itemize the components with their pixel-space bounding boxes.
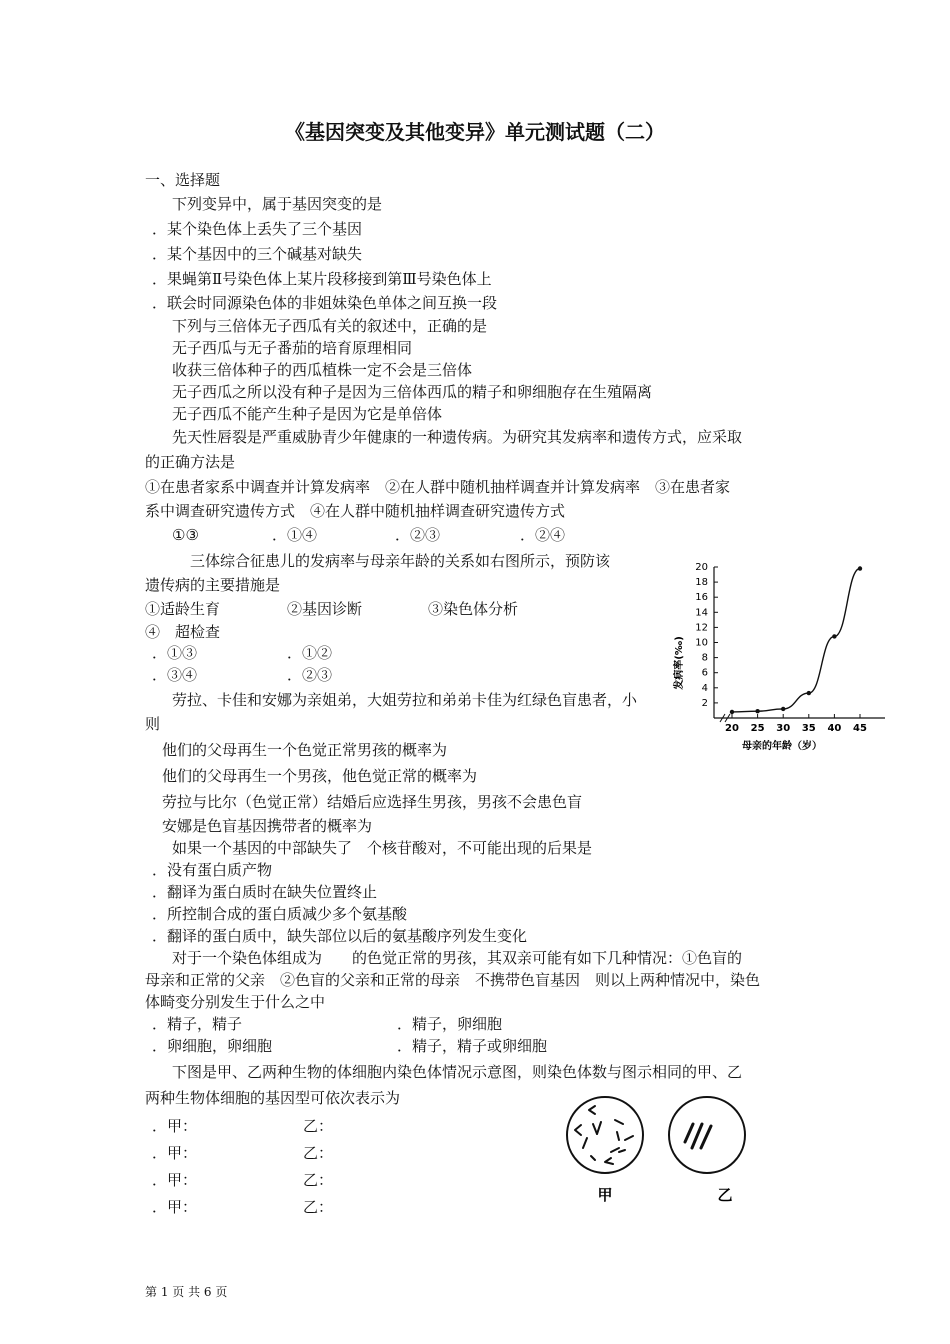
- chromosome-diagram: [555, 1090, 755, 1210]
- y-tick-label: 8: [701, 652, 708, 664]
- chart-axes: [714, 567, 885, 722]
- q8-option-c-yi: 乙：: [303, 1171, 334, 1189]
- q8-option-d-yi: 乙：: [303, 1198, 334, 1216]
- data-point: [832, 634, 836, 638]
- q8-stem-line1: 下图是甲、乙两种生物的体细胞内染色体情况示意图，则染色体数与图示相同的甲、乙: [172, 1063, 743, 1081]
- q1-option-d: ．联会时同源染色体的非姐妹染色单体之间互换一段: [152, 294, 498, 312]
- page-footer: 第 1 页 共 6 页: [145, 1285, 228, 1299]
- x-tick-label: 25: [750, 723, 765, 734]
- q4-item-1: ①适龄生育: [145, 600, 221, 618]
- y-tick-label: 6: [701, 667, 708, 679]
- q5-option-b: 他们的父母再生一个男孩，他色觉正常的概率为: [162, 767, 478, 785]
- q3-answer-d: ．②④: [520, 526, 566, 544]
- data-point: [730, 710, 734, 714]
- q8-stem-line2: 两种生物体细胞的基因型可依次表示为: [145, 1089, 401, 1107]
- q3-answer-a: ①③: [172, 526, 199, 544]
- q4-answer-c: ．③④: [152, 666, 198, 684]
- q8-option-a-yi: 乙：: [303, 1117, 334, 1135]
- q4-stem-line2: 遗传病的主要措施是: [145, 576, 281, 594]
- q2-stem: 下列与三倍体无子西瓜有关的叙述中，正确的是: [172, 317, 488, 335]
- q3-items-line1: ①在患者家系中调查并计算发病率 ②在人群中随机抽样调查并计算发病率 ③在患者家: [145, 478, 731, 496]
- data-point: [807, 691, 811, 695]
- cell-yi: [669, 1097, 745, 1173]
- q4-answer-d: ．②③: [287, 666, 333, 684]
- q5-option-c: 劳拉与比尔（色觉正常）结婚后应选择生男孩，男孩不会患色盲: [162, 793, 583, 811]
- q8-option-d-jia: ．甲：: [152, 1198, 198, 1216]
- q8-option-b-jia: ．甲：: [152, 1144, 198, 1162]
- q5-option-a: 他们的父母再生一个色觉正常男孩的概率为: [162, 741, 448, 759]
- y-tick-label: 12: [695, 622, 708, 634]
- y-tick-label: 10: [695, 637, 708, 649]
- q8-option-a-jia: ．甲：: [152, 1117, 198, 1135]
- y-tick-label: 2: [701, 697, 708, 709]
- chart-x-axis-label: 母亲的年龄（岁）: [742, 741, 822, 752]
- y-tick-label: 20: [695, 562, 708, 573]
- q6-option-c: ．所控制合成的蛋白质减少多个氨基酸: [152, 905, 408, 923]
- q7-option-c: ．卵细胞，卵细胞: [152, 1037, 273, 1055]
- q1-option-a: ．某个染色体上丢失了三个基因: [152, 220, 363, 238]
- x-tick-label: 40: [827, 723, 842, 734]
- chart-marks: [730, 566, 862, 714]
- q4-item-3: ③染色体分析: [428, 600, 519, 618]
- q4-item-2: ②基因诊断: [287, 600, 363, 618]
- q6-option-d: ．翻译的蛋白质中，缺失部位以后的氨基酸序列发生变化: [152, 927, 528, 945]
- q7-stem-line2: 母亲和正常的父亲 ②色盲的父亲和正常的母亲 不携带色盲基因 则以上两种情况中，染色: [145, 971, 761, 989]
- q6-option-b: ．翻译为蛋白质时在缺失位置终止: [152, 883, 378, 901]
- x-tick-label: 30: [776, 723, 791, 734]
- q3-stem-line2: 的正确方法是: [145, 453, 236, 471]
- q2-option-b: 收获三倍体种子的西瓜植株一定不会是三倍体: [172, 361, 473, 379]
- q6-option-a: ．没有蛋白质产物: [152, 861, 273, 879]
- q7-option-b: ．精子，卵细胞: [397, 1015, 503, 1033]
- figure-label-yi: 乙: [717, 1186, 733, 1204]
- y-tick-label: 16: [695, 592, 708, 604]
- cell-jia: [567, 1097, 643, 1173]
- q8-option-b-yi: 乙：: [303, 1144, 334, 1162]
- q5-option-d: 安娜是色盲基因携带者的概率为: [162, 817, 373, 835]
- q4-item-4: ④ 超检查: [145, 623, 221, 641]
- q8-option-c-jia: ．甲：: [152, 1171, 198, 1189]
- q6-stem: 如果一个基因的中部缺失了 个核苷酸对，不可能出现的后果是: [172, 839, 593, 857]
- q5-stem-line2: 则: [145, 715, 161, 733]
- chart-y-axis-label: 发病率(‰): [674, 636, 685, 690]
- data-point: [858, 566, 862, 570]
- data-point: [781, 707, 785, 711]
- q1-stem: 下列变异中，属于基因突变的是: [172, 195, 383, 213]
- q3-stem-line1: 先天性唇裂是严重威胁青少年健康的一种遗传病。为研究其发病率和遗传方式，应采取: [172, 428, 743, 446]
- q7-option-a: ．精子，精子: [152, 1015, 243, 1033]
- y-tick-label: 14: [695, 607, 708, 619]
- page-title: 《基因突变及其他变异》单元测试题（二）: [285, 120, 665, 144]
- x-tick-label: 20: [725, 723, 739, 734]
- figure-label-jia: 甲: [597, 1186, 613, 1204]
- q3-items-line2: 系中调查研究遗传方式 ④在人群中随机抽样调查研究遗传方式: [145, 502, 566, 520]
- q7-option-d: ．精子，精子或卵细胞: [397, 1037, 548, 1055]
- q4-answer-a: ．①③: [152, 644, 198, 662]
- x-tick-label: 45: [853, 723, 867, 734]
- q7-stem-line1: 对于一个染色体组成为 的色觉正常的男孩，其双亲可能有如下几种情况：①色盲的: [172, 949, 743, 967]
- q3-answer-b: ．①④: [272, 526, 318, 544]
- y-tick-label: 4: [701, 682, 708, 694]
- q1-option-c: ．果蝇第Ⅱ号染色体上某片段移接到第Ⅲ号染色体上: [152, 270, 492, 288]
- incidence-age-chart: [670, 555, 900, 760]
- q3-answer-c: ．②③: [395, 526, 441, 544]
- y-tick-label: 18: [695, 577, 708, 589]
- q2-option-a: 无子西瓜与无子番茄的培育原理相同: [172, 339, 413, 357]
- data-point: [755, 709, 759, 713]
- q4-stem-line1: 三体综合征患儿的发病率与母亲年龄的关系如右图所示，预防该: [190, 552, 611, 570]
- q7-stem-line3: 体畸变分别发生于什么之中: [145, 993, 326, 1011]
- q1-option-b: ．某个基因中的三个碱基对缺失: [152, 245, 363, 263]
- incidence-curve: [732, 569, 860, 712]
- x-tick-label: 35: [801, 723, 816, 734]
- q5-stem-line1: 劳拉、卡佳和安娜为亲姐弟，大姐劳拉和弟弟卡佳为红绿色盲患者，小: [172, 691, 638, 709]
- section-heading: 一、选择题: [145, 171, 221, 189]
- q2-option-d: 无子西瓜不能产生种子是因为它是单倍体: [172, 405, 443, 423]
- q2-option-c: 无子西瓜之所以没有种子是因为三倍体西瓜的精子和卵细胞存在生殖隔离: [172, 383, 653, 401]
- q4-answer-b: ．①②: [287, 644, 333, 662]
